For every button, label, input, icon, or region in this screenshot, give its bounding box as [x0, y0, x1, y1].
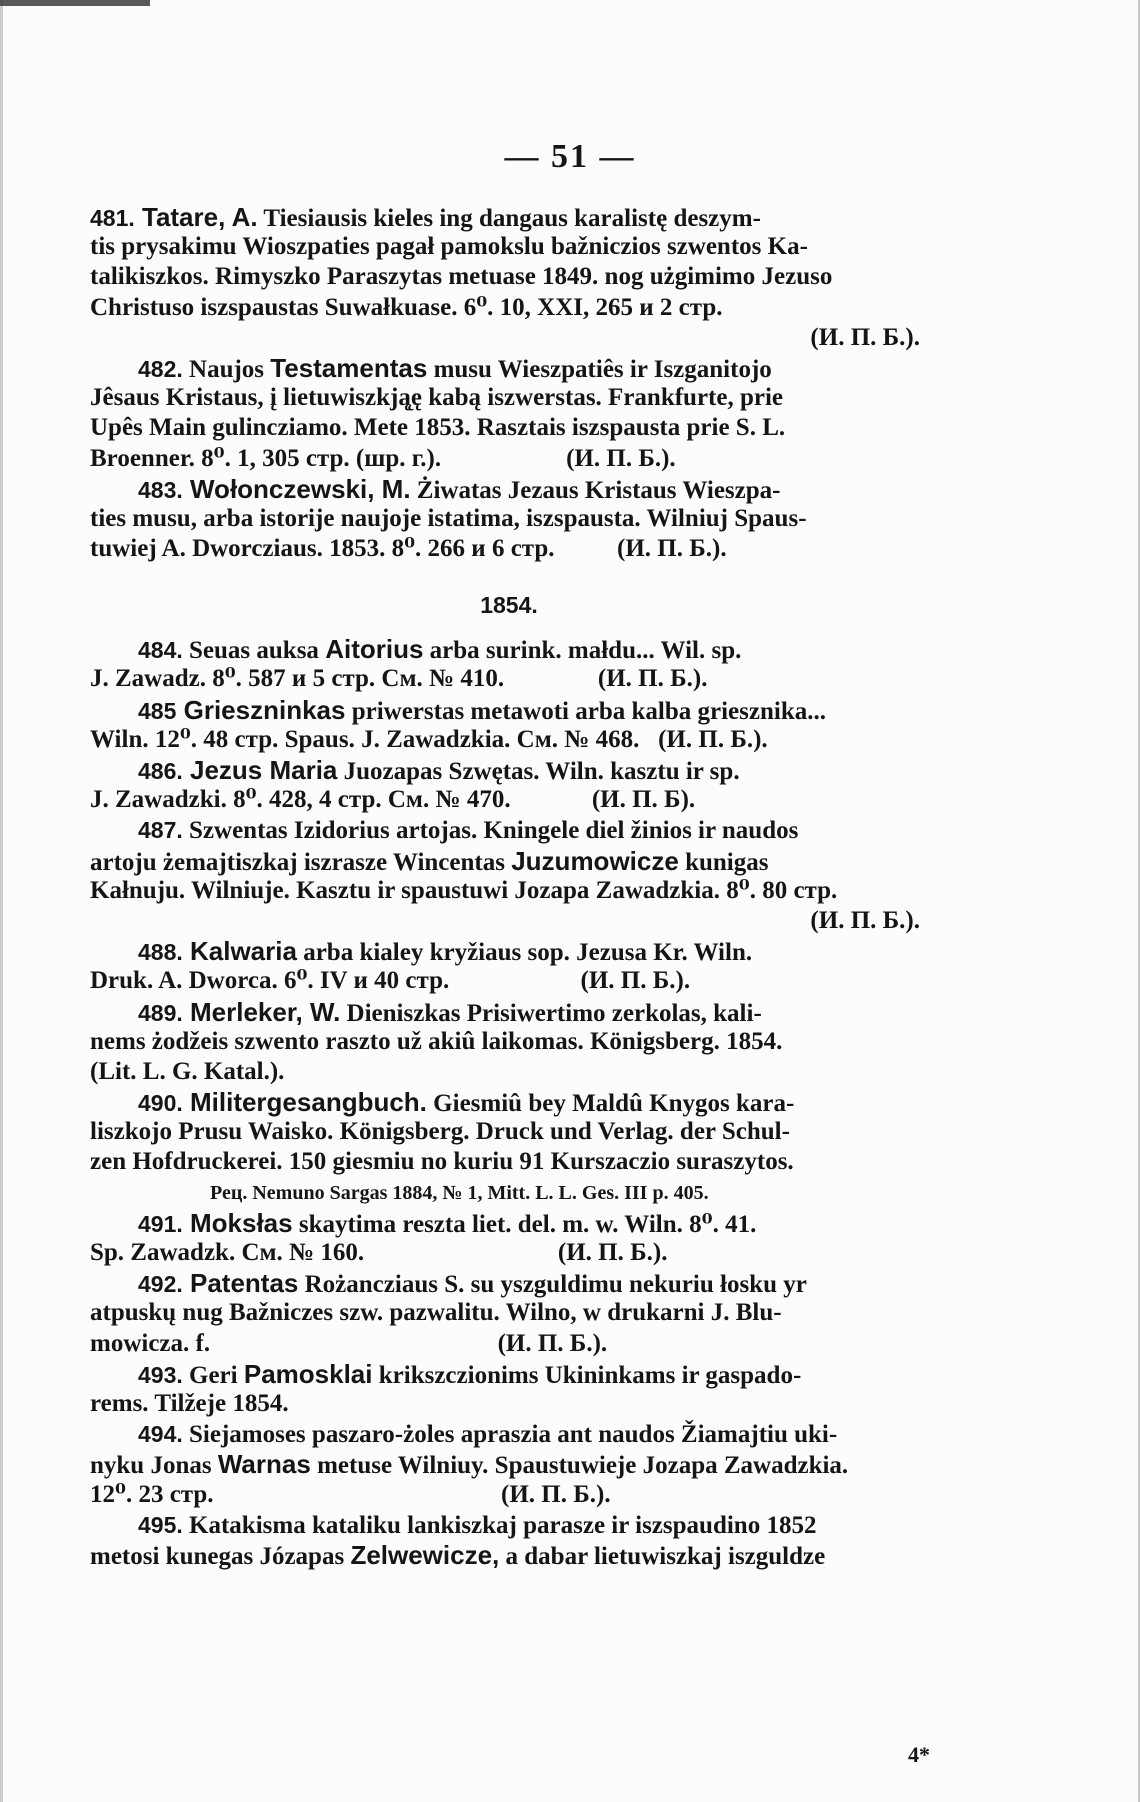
text-segment: talikiszkos. Rimyszko Paraszytas metuase 1849. nog użgimimo Jezuso: [90, 263, 833, 291]
text-segment: Rożancziaus S. su yszguldimu nekuriu łosku yr: [298, 1271, 807, 1299]
text-line: [90, 1449, 928, 1479]
year-heading: 1854.: [480, 592, 538, 619]
entry-number: 485: [138, 697, 177, 724]
entry-number: 492.: [138, 1271, 183, 1298]
text-segment: Siejamoses paszaro-żoles apraszia ant naudos Žiamajtiu uki-: [182, 1421, 838, 1449]
text-segment: atpuskų nug Bažniczes szw. pazwalitu. Wilno, w drukarni J. Blu-: [90, 1299, 782, 1327]
text-line: [90, 664, 928, 694]
text-segment: nyku Jonas: [90, 1452, 218, 1480]
entry-number: 489.: [138, 999, 183, 1026]
text-line: [90, 1208, 928, 1238]
text-segment: (И. П. Б.).: [810, 906, 920, 934]
scan-left-edge: [0, 0, 3, 1802]
entry-number: 491.: [138, 1210, 183, 1237]
text-line: [90, 413, 928, 443]
text-segment: krikszczionims Ukininkams ir gaspado-: [372, 1361, 802, 1389]
entry-number: 488.: [138, 939, 183, 966]
text-line: [90, 906, 928, 936]
text-segment: Juozapas Szwętas. Wiln. kasztu ir sp.: [337, 758, 740, 785]
text-line: [90, 755, 928, 785]
entry-author-title: Moksłas: [182, 1207, 293, 1238]
text-segment: Upês Main gulincziamo. Mete 1853. Rasztais iszspausta prie S. L.: [90, 414, 786, 442]
text-line: [90, 383, 928, 413]
text-line: [90, 695, 928, 725]
text-line: [90, 1147, 928, 1177]
text-segment: nems żodžeis szwento raszto už akiû laikomas. Königsberg. 1854.: [90, 1027, 783, 1055]
text-line: [90, 1027, 928, 1057]
entry-number: 482.: [138, 355, 183, 382]
text-segment: J. Zawadzki. 8⁰. 428, 4 стр. См. № 470. (И. П. Б).: [90, 786, 696, 814]
text-segment: kunigas: [678, 848, 769, 876]
text-segment: Szwentas Izidorius artojas. Kningele diel žinios ir naudos: [182, 817, 799, 845]
text-line: [90, 997, 928, 1027]
entry-author-title: Kalwaria: [182, 936, 297, 967]
text-line: [90, 1117, 928, 1147]
text-line: [90, 1419, 928, 1449]
entry-author-title: Wołonczewski, M.: [182, 473, 411, 504]
text-line: [90, 876, 928, 906]
scan-edge-mark: [0, 0, 150, 6]
text-segment: metosi kunegas Józapas: [90, 1542, 351, 1570]
text-segment: Sp. Zawadzk. См. № 160. (И. П. Б.).: [90, 1239, 668, 1266]
entry-author-title: Testamentas: [270, 352, 428, 383]
text-segment: ties musu, arba istorije naujoje istatima, iszspausta. Wilniuj Spaus-: [90, 504, 807, 532]
text-line: [90, 534, 928, 564]
text-line: [90, 1057, 928, 1087]
text-line: [90, 1540, 928, 1570]
text-segment: musu Wieszpatiês ir Iszganitojo: [427, 355, 772, 383]
text-line: [90, 1359, 928, 1389]
text-segment: J. Zawadz. 8⁰. 587 и 5 стр. См. № 410. (И. П. Б.).: [90, 665, 708, 693]
signature-mark: 4*: [908, 1742, 930, 1767]
text-segment: liszkojo Prusu Waisko. Königsberg. Druck und Verlag. der Schul-: [90, 1118, 790, 1146]
text-segment: tuwiej A. Dworcziaus. 1853. 8⁰. 266 и 6 стр. (И. П. Б.).: [90, 535, 727, 563]
page-number: — 51 —: [504, 138, 636, 175]
text-line: [90, 1298, 928, 1328]
text-segment: Christuso iszspaustas Suwałkuase. 6⁰. 10, XXI, 265 и 2 стр.: [90, 293, 723, 321]
text-segment: (Lit. L. G. Katal.).: [90, 1057, 285, 1085]
entry-author-title: Militergesangbuch.: [182, 1087, 427, 1118]
text-segment: (И. П. Б.).: [810, 323, 920, 351]
entry-author-title: Grieszninkas: [176, 694, 346, 725]
text-segment: tis prysakimu Wioszpaties pagał pamokslu bažniczios szwentos Ka-: [90, 233, 808, 261]
text-line: [90, 1178, 928, 1208]
text-segment: Seuas auksa: [182, 637, 326, 665]
text-line: [90, 474, 928, 504]
text-line: [90, 1087, 928, 1117]
entry-author-title: Aitorius: [325, 634, 424, 665]
text-line: [90, 444, 928, 474]
text-segment: 12⁰. 23 стр. (И. П. Б.).: [90, 1480, 611, 1508]
text-segment: Druk. A. Dworca. 6⁰. IV и 40 стр. (И. П. Б.).: [90, 967, 691, 995]
entry-author-title: Pamosklai: [243, 1358, 373, 1389]
text-segment: a dabar lietuwiszkaj iszguldze: [499, 1542, 826, 1570]
text-line: [90, 936, 928, 966]
text-segment: zen Hofdruckerei. 150 giesmiu no kuriu 91 Kurszaczio suraszytos.: [90, 1148, 794, 1176]
entry-author-title: Jezus Maria: [182, 755, 338, 785]
text-line: [90, 1480, 928, 1510]
entry-number: 486.: [138, 758, 183, 784]
text-segment: Tiesiausis kieles ing dangaus karalistę deszym-: [257, 205, 761, 232]
text-line: [90, 1329, 928, 1359]
text-segment: Geri: [182, 1361, 244, 1389]
text-segment: arba surink. małdu... Wil. sp.: [423, 637, 742, 665]
entry-author-title: Warnas: [217, 1449, 311, 1480]
text-line: [90, 634, 928, 664]
text-segment: Giesmiû bey Maldû Knygos kara-: [426, 1090, 795, 1118]
text-segment: Рец. Nemuno Sargas 1884, № 1, Mitt. L. L. Ges. III p. 405.: [210, 1181, 709, 1204]
text-line: [90, 785, 928, 815]
text-segment: artoju żemajtiszkaj iszrasze Wincentas: [90, 848, 512, 876]
text-segment: mowicza. f. (И. П. Б.).: [90, 1329, 608, 1357]
text-segment: Kałnuju. Wilniuje. Kasztu ir spaustuwi Jozapa Zawadzkia. 8⁰. 80 стр.: [90, 876, 838, 904]
entry-author-title: Zelwewicze,: [350, 1539, 500, 1570]
entry-author-title: Tatare, A.: [134, 202, 258, 232]
text-segment: Broenner. 8⁰. 1, 305 стр. (шр. г.). (И. П. Б.).: [90, 444, 676, 472]
text-line: [90, 966, 928, 996]
entry-number: 487.: [138, 817, 183, 844]
text-segment: rems. Tilžeje 1854.: [90, 1389, 289, 1417]
entry-number: 494.: [138, 1421, 183, 1448]
entry-number: 493.: [138, 1361, 183, 1388]
text-segment: Wiln. 12⁰. 48 стр. Spaus. J. Zawadzkia. См. № 468. (И. П. Б.).: [90, 725, 768, 753]
text-line: [90, 202, 928, 232]
text-line: [90, 504, 928, 534]
text-segment: arba kialey kryžiaus sop. Jezusa Kr. Wiln.: [296, 939, 753, 967]
text-segment: metuse Wilniuy. Spaustuwieje Jozapa Zawadzkia.: [310, 1452, 849, 1480]
text-segment: Żiwatas Jezaus Kristaus Wieszpa-: [410, 476, 781, 504]
text-line: [90, 846, 928, 876]
text-line: [90, 1389, 928, 1419]
text-line: [90, 323, 928, 353]
text-segment: skaytima reszta liet. del. m. w. Wiln. 8⁰. 41.: [292, 1210, 757, 1238]
entry-number: 490.: [138, 1090, 183, 1117]
text-line: [90, 725, 928, 755]
text-line: [90, 353, 928, 383]
text-segment: Katakisma kataliku lankiszkaj parasze ir iszspaudino 1852: [182, 1511, 817, 1539]
entry-author-title: Juzumowicze: [511, 845, 679, 876]
text-line: [90, 815, 928, 845]
entry-author-title: Patentas: [182, 1268, 299, 1299]
entry-number: 483.: [138, 476, 183, 503]
text-segment: Dieniszkas Prisiwertimo zerkolas, kali-: [340, 999, 762, 1027]
text-line: [90, 232, 928, 262]
text-segment: priwerstas metawoti arba kalba griesznika...: [345, 697, 826, 725]
text-line: [90, 293, 928, 323]
text-line: [90, 1510, 928, 1540]
text-segment: Jêsaus Kristaus, į lietuwiszkją̨ę kabą iszwerstas. Frankfurte, prie: [90, 384, 784, 412]
entry-author-title: Merleker, W.: [182, 996, 341, 1027]
entry-number: 481.: [90, 205, 135, 231]
entry-number: 484.: [138, 637, 183, 664]
text-segment: Naujos: [182, 355, 271, 383]
bibliography-text: [90, 202, 928, 1570]
text-line: [90, 262, 928, 292]
text-line: [90, 1238, 928, 1268]
text-line: [90, 1268, 928, 1298]
entry-number: 495.: [138, 1511, 183, 1538]
